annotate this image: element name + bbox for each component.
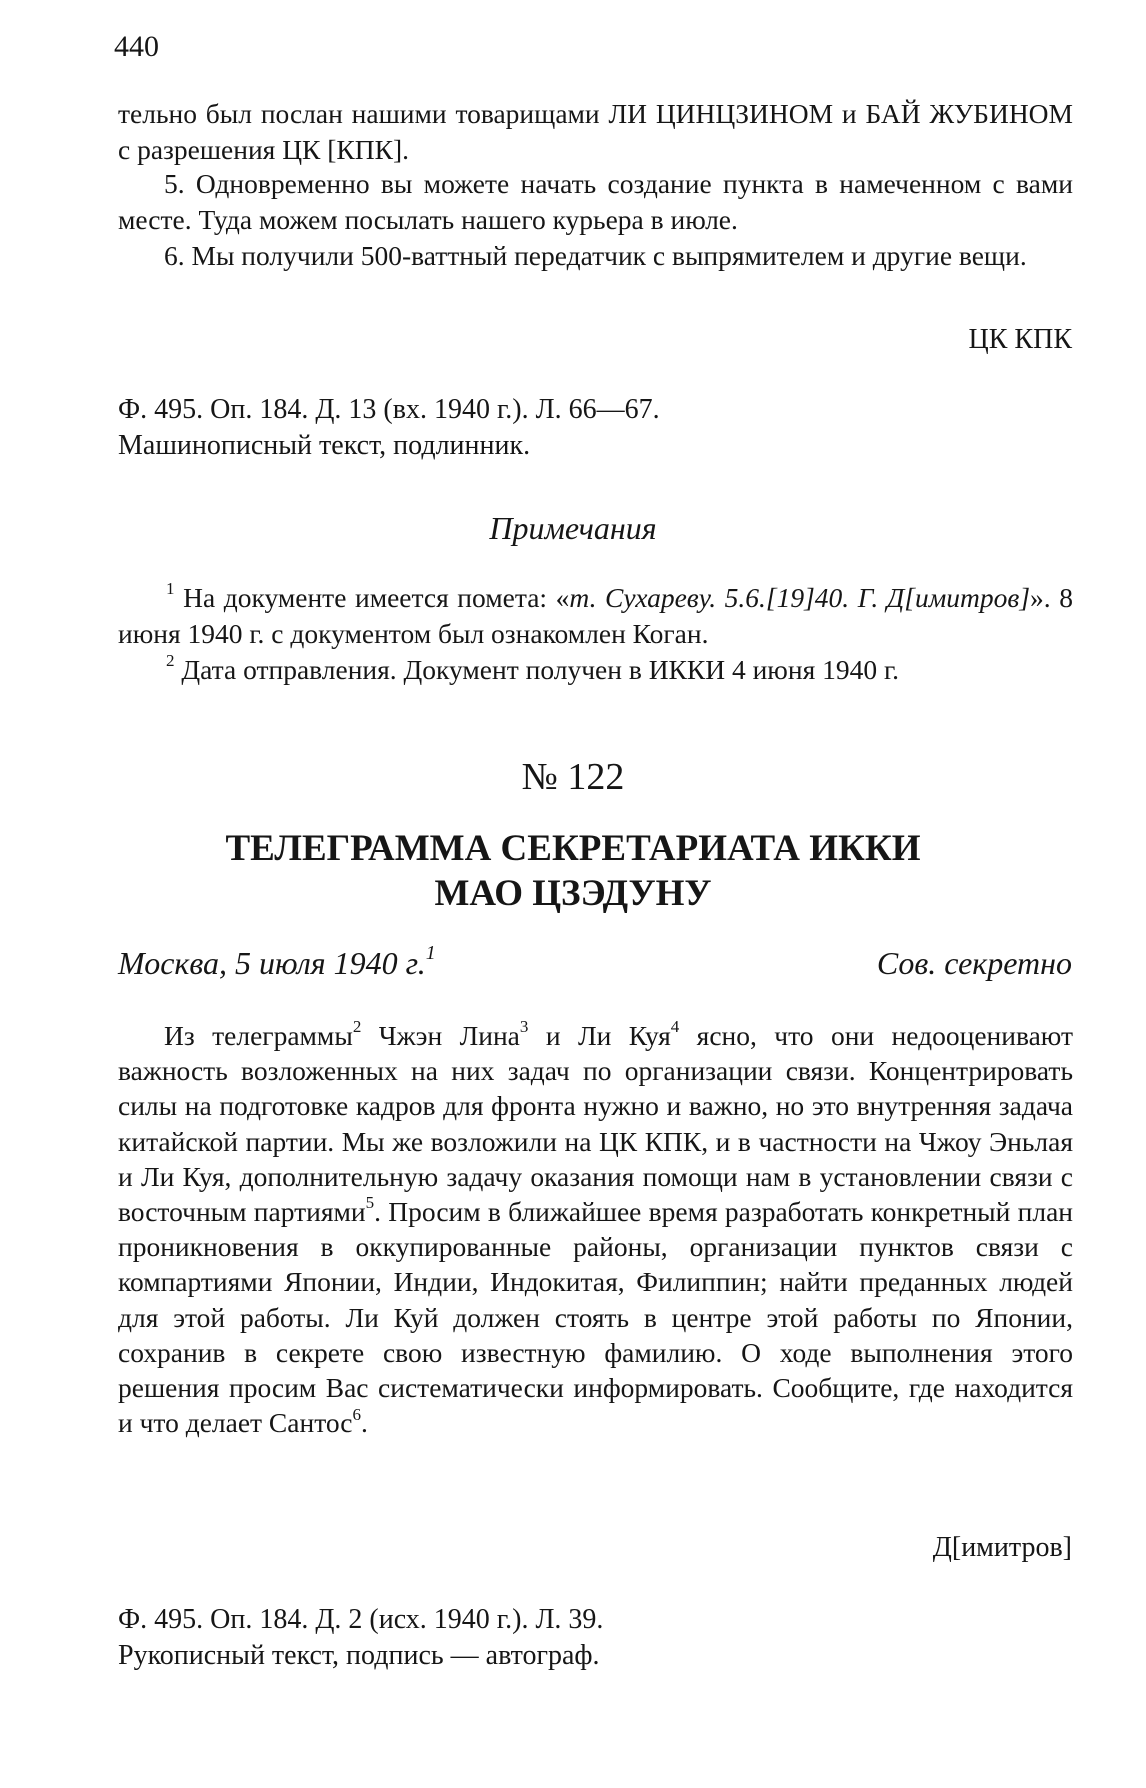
footnote-1 [118, 580, 1073, 652]
footnote-1-mark: 1 [166, 579, 175, 599]
body-seg-1: Из телеграммы [164, 1020, 353, 1051]
document-title [0, 826, 1146, 916]
continuation-paragraph: тельно был послан нашими товарищами ЛИ ЦИНЦЗИНОМ и БАЙ ЖУБИНОМ с разрешения ЦК [КПК]. [118, 98, 1073, 165]
place-date-text: Москва, 5 июля 1940 г. [118, 945, 426, 981]
footnote-mark-3: 3 [519, 1017, 529, 1037]
page-number: 440 [114, 30, 159, 63]
footnote-2 [118, 652, 1073, 688]
body-seg-6: . [361, 1407, 368, 1439]
source-reference-top-line1: Ф. 495. Оп. 184. Д. 13 (вх. 1940 г.). Л. 66—67. [118, 394, 660, 425]
footnote-1-italic: т. Сухареву. 5.6.[19]40. Г. Д[имитров] [569, 582, 1031, 613]
place-date-mark: 1 [425, 942, 436, 965]
source-reference-bottom-line2: Рукописный текст, подпись — автограф. [118, 1640, 600, 1671]
footnote-2-mark: 2 [166, 651, 175, 671]
footnote-1-text-b: ». 8 июня 1940 г. с документом был ознакомлен Коган. [118, 582, 1074, 649]
signature-bottom: Д[имитров] [932, 1532, 1072, 1563]
telegram-body [118, 1018, 1073, 1440]
document-number: № 122 [521, 756, 625, 798]
document-title-line1: ТЕЛЕГРАММА СЕКРЕТАРИАТА ИККИ [225, 828, 921, 869]
footnote-mark-6: 6 [352, 1404, 362, 1424]
footnote-1-text-a: На документе имеется помета: « [183, 582, 570, 613]
signature-top: ЦК КПК [968, 324, 1072, 355]
place-date [118, 944, 436, 982]
body-seg-5: . Просим в ближайшее время разработать конкретный план проникновения в оккупированные районы, организации пунктов связи с компартиями Японии, Индии, Индокитая, Филиппин; найти преданных людей для этой работы. Ли Куй должен стоять в центре этой работы по Японии, сохранив в секрете свою известную фамилию. О ходе выполнения этого решения просим Вас систематически информировать. Сообщите, где находится и что делает Сантос [118, 1196, 1073, 1439]
footnote-2-text: Дата отправления. Документ получен в ИККИ 4 июня 1940 г. [181, 654, 900, 685]
notes-heading: Примечания [489, 510, 657, 546]
source-reference-top-line2: Машинописный текст, подлинник. [118, 430, 531, 461]
document-title-line2: МАО ЦЗЭДУНУ [434, 873, 712, 914]
source-reference-bottom-line1: Ф. 495. Оп. 184. Д. 2 (исх. 1940 г.). Л. 39. [118, 1604, 604, 1635]
footnote-mark-4: 4 [670, 1017, 680, 1037]
classification: Сов. секретно [876, 945, 1072, 981]
item-5-paragraph: 5. Одновременно вы можете начать создание пункта в намеченном с вами месте. Туда можем посылать нашего курьера в июле. [118, 168, 1073, 235]
body-seg-4: ясно, что они недооценивают важность возложенных на них задач по организации связи. Концентрировать силы на подготовке кадров для фронта нужно и важно, но это внутренняя задача китайской партии. Мы же возложили на ЦК КПК, и в частности на Чжоу Эньлая и Ли Куя, дополнительную задачу оказания помощи нам в установлении связи с восточным партиями [118, 1020, 1073, 1228]
body-seg-2: Чжэн Лина [361, 1020, 520, 1051]
body-seg-3: и Ли Куя [528, 1020, 671, 1051]
footnote-mark-2: 2 [352, 1017, 362, 1037]
item-6-paragraph: 6. Мы получили 500-ваттный передатчик с выпрямителем и другие вещи. [164, 240, 1027, 271]
footnote-mark-5: 5 [365, 1193, 375, 1213]
